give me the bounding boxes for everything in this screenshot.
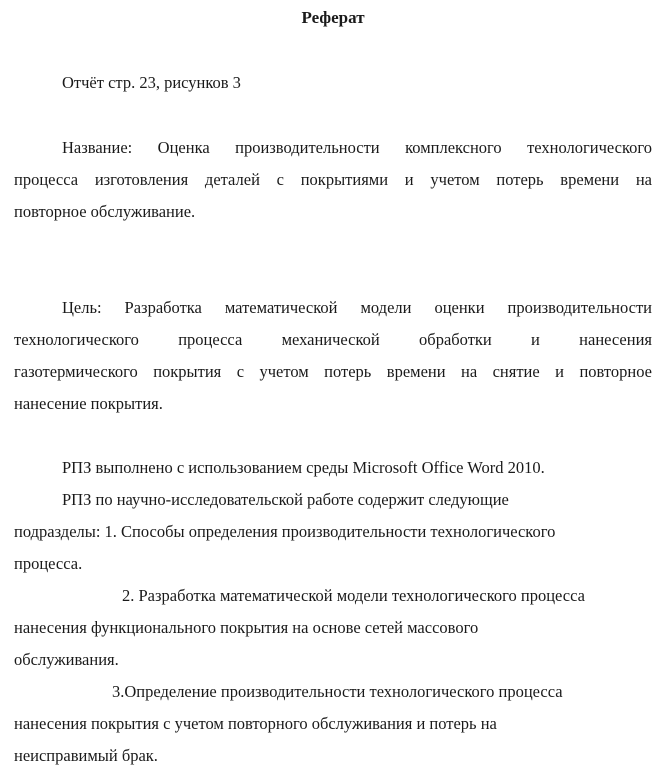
name-line-2: процесса изготовления деталей с покрытиями и учетом потерь времени на [14, 170, 652, 189]
rpz-contents-line-3: процесса. [14, 554, 83, 573]
goal-line-3: газотермического покрытия с учетом потерь времени на снятие и повторное [14, 362, 652, 381]
subsection-2-line-2: нанесения функционального покрытия на основе сетей массового [14, 618, 479, 637]
rpz-software: РПЗ выполнено с использованием среды Microsoft Office Word 2010. [62, 458, 545, 477]
subsection-2-line-1: 2. Разработка математической модели технологического процесса [122, 586, 585, 605]
subsection-2-line-3: обслуживания. [14, 650, 119, 669]
subsection-3-line-3: неисправимый брак. [14, 746, 158, 765]
goal-line-2: технологического процесса механической обработки и нанесения [14, 330, 652, 349]
goal-line-4: нанесение покрытия. [14, 394, 163, 413]
subsection-3-line-2: нанесения покрытия с учетом повторного обслуживания и потерь на [14, 714, 497, 733]
name-line-1: Название: Оценка производительности комплексного технологического [62, 138, 652, 157]
subsection-3-line-1: 3.Определение производительности технологического процесса [112, 682, 563, 701]
page-title: Реферат [301, 8, 365, 27]
name-line-3: повторное обслуживание. [14, 202, 196, 221]
rpz-contents-line-2: подразделы: 1. Способы определения производительности технологического [14, 522, 556, 541]
rpz-contents-line-1: РПЗ по научно-исследовательской работе содержит следующие [62, 490, 509, 509]
goal-line-1: Цель: Разработка математической модели оценки производительности [62, 298, 652, 317]
report-info: Отчёт стр. 23, рисунков 3 [62, 73, 241, 92]
